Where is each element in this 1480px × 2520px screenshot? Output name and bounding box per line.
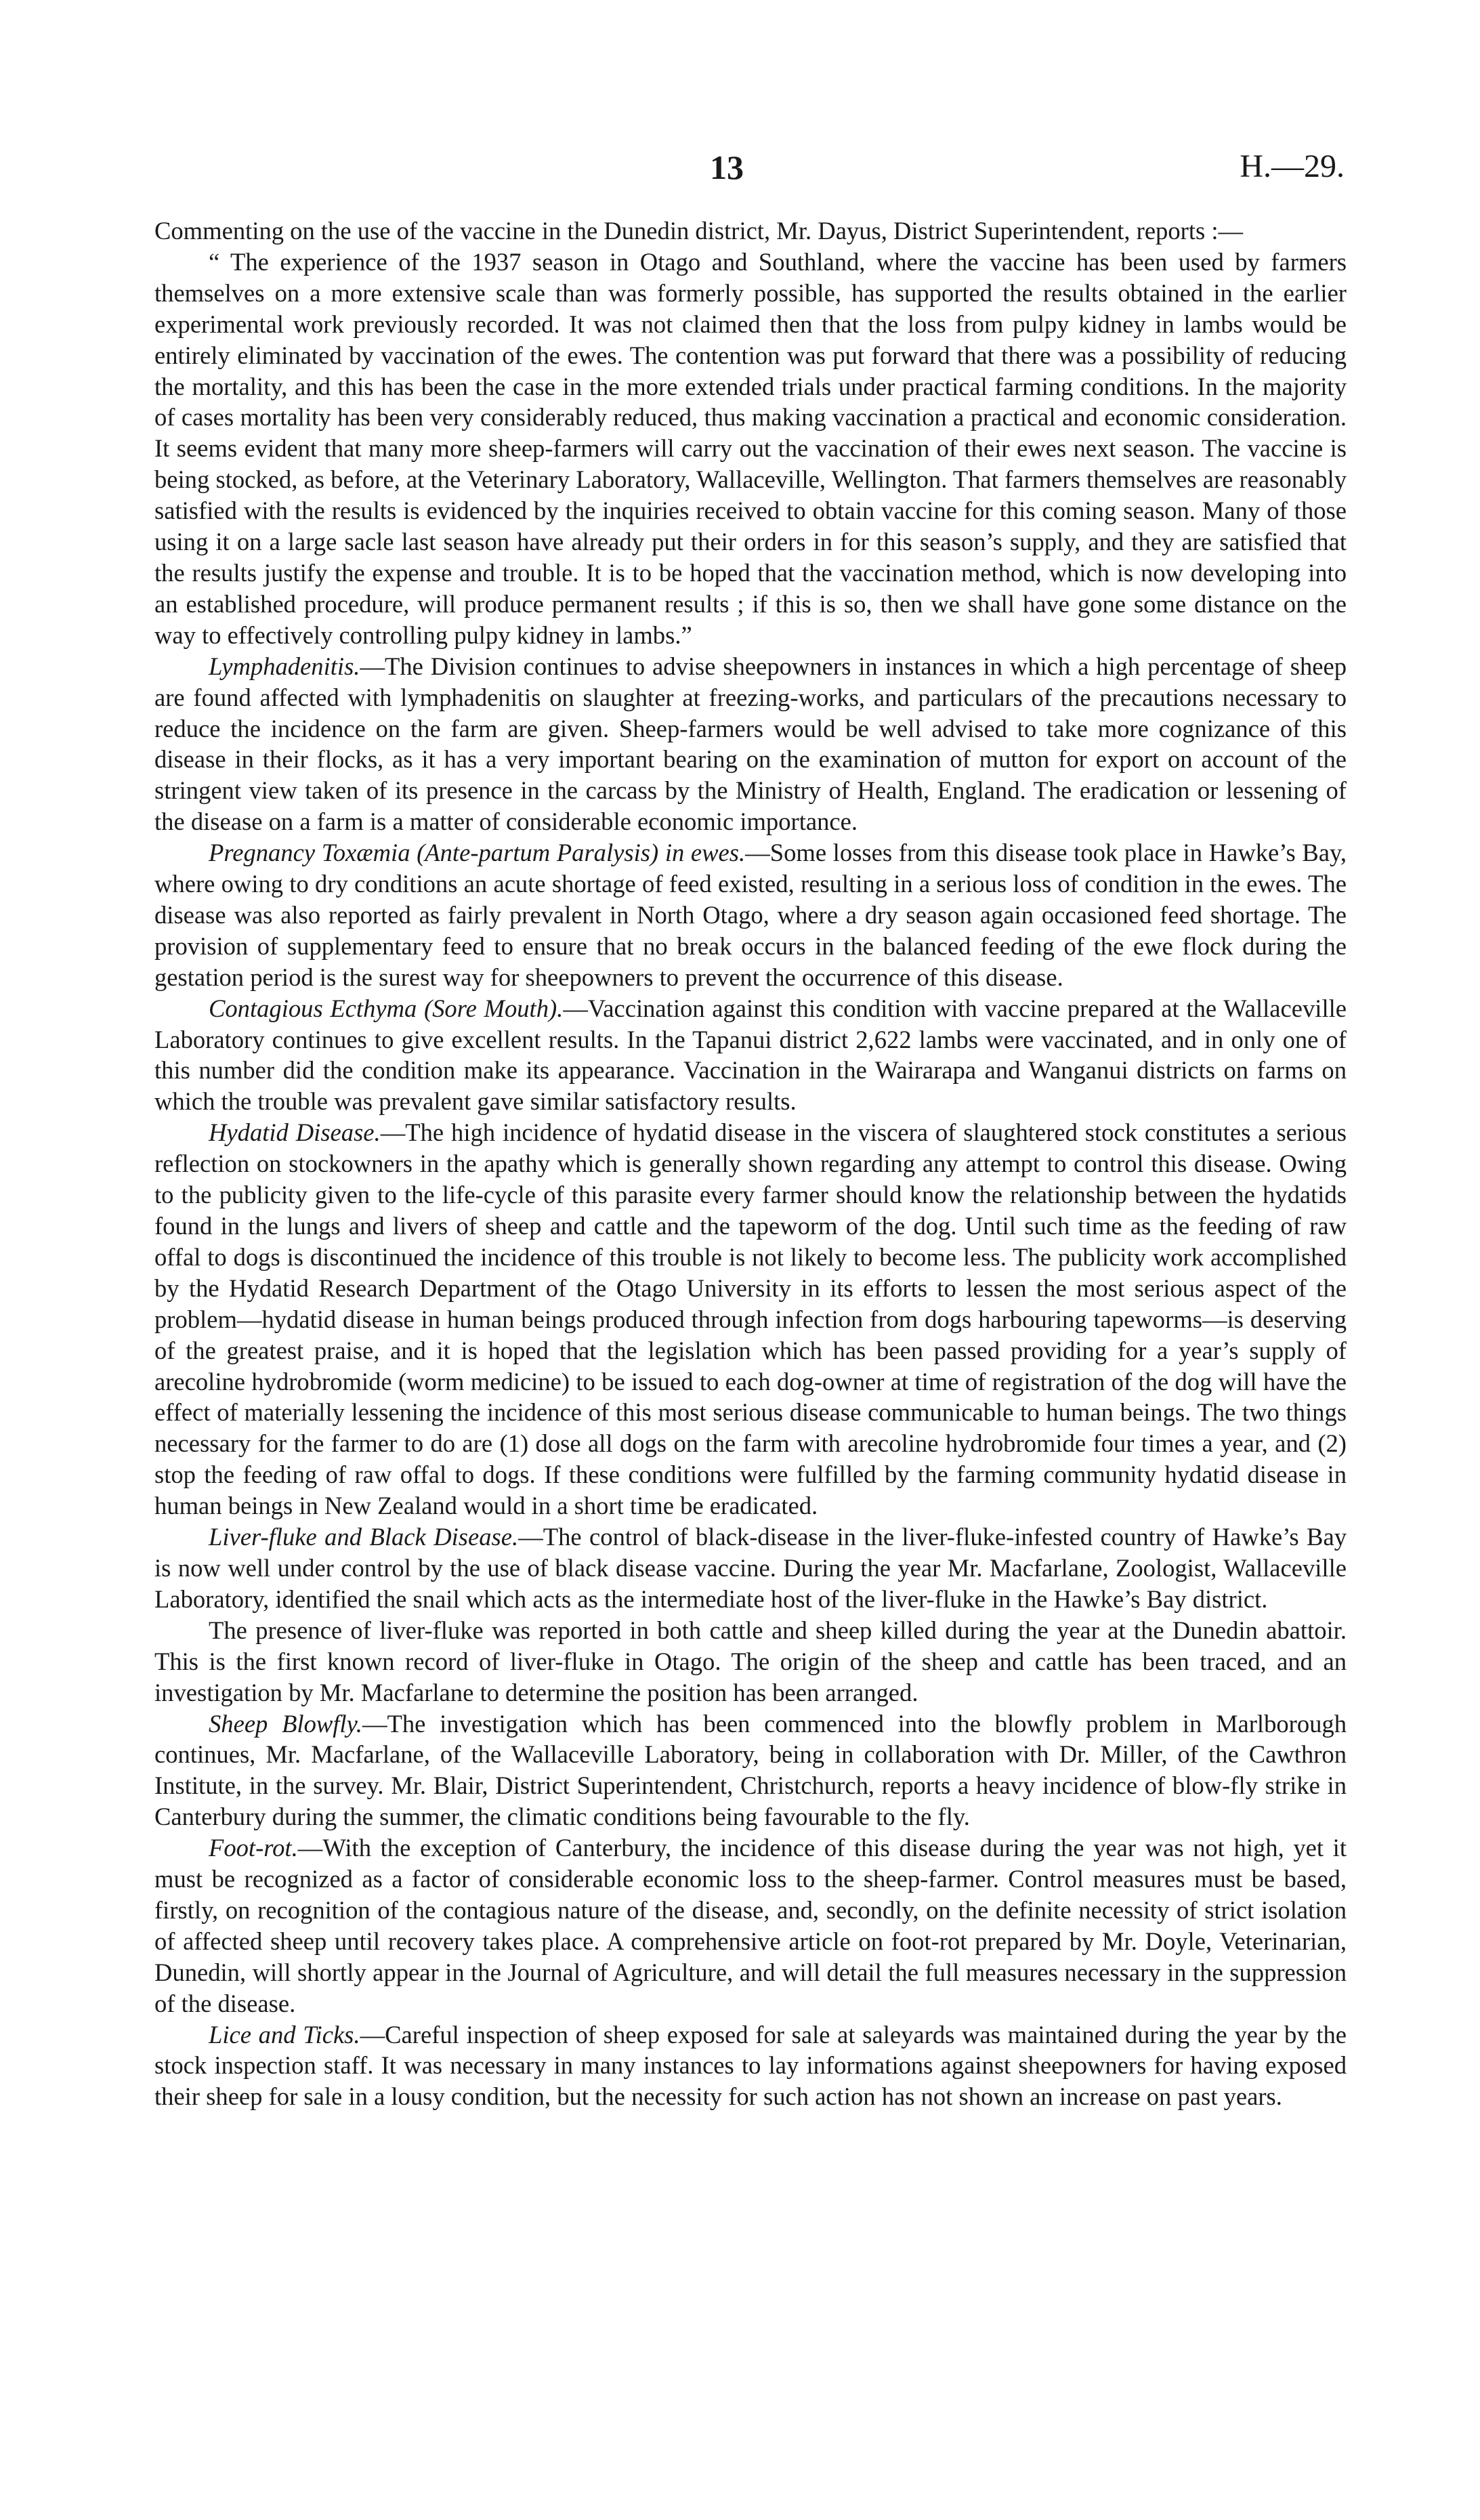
body-text <box>154 215 1347 2112</box>
paragraph-foot-rot <box>154 1832 1347 2019</box>
paragraph-contagious-ecthyma <box>154 993 1347 1118</box>
paragraph-text: —The Division continues to advise sheepowners in instances in which a high percentage of sheep are found affected with lymphadenitis on slaughter at freezing-works, and particulars of the precautions necessary to reduce the incidence on the farm are given. Sheep-farmers would be well advised to take more cognizance of this disease in their flocks, as it has a very important bearing on the examination of mutton for export on account of the stringent view taken of its presence in the carcass by the Ministry of Health, England. The eradication or lessening of the disease on a farm is a matter of considerable economic importance. <box>154 652 1347 836</box>
paragraph-text: —With the exception of Canterbury, the incidence of this disease during the year was not high, yet it must be recognized as a factor of considerable economic loss to the sheep-farmer. Control measures must be based, firstly, on recognition of the contagious nature of the disease, and, secondly, on the definite necessity of strict isolation of affected sheep until recovery takes place. A comprehensive article on foot-rot prepared by Mr. Doyle, Veterinarian, Dunedin, will shortly appear in the Journal of Agriculture, and will detail the full measures necessary in the suppression of the disease. <box>154 1834 1347 2017</box>
section-heading: Pregnancy Toxæmia (Ante-partum Paralysis) in ewes. <box>209 839 746 867</box>
paragraph-intro <box>154 215 1347 247</box>
section-heading: Foot-rot. <box>209 1834 298 1862</box>
paragraph-hydatid-disease <box>154 1117 1347 1521</box>
paragraph-text: —The control of black-disease in the liver-fluke-infested country of Hawke’s Bay is now well under control by the use of black disease vaccine. During the year Mr. Macfarlane, Zoologist, Wallaceville Laboratory, identified the snail which acts as the intermediate host of the liver-fluke in the Hawke’s Bay district. <box>154 1523 1347 1613</box>
paragraph-text: “ The experience of the 1937 season in Otago and Southland, where the vaccine has been used by farmers themselves on a more extensive scale than was formerly possible, has supported the results obtained in the earlier experimental work previously recorded. It was not claimed then that the loss from pulpy kidney in lambs would be entirely eliminated by vaccination of the ewes. The contention was put forward that there was a possibility of reducing the mortality, and this has been the case in the more extended trials under practical farming conditions. In the majority of cases mortality has been very considerably reduced, thus making vaccination a practical and economic consideration. It seems evident that many more sheep-farmers will carry out the vaccination of their ewes next season. The vaccine is being stocked, as before, at the Veterinary Laboratory, Wallaceville, Wellington. That farmers themselves are reasonably satisfied with the results is evidenced by the inquiries received to obtain vaccine for this coming season. Many of those using it on a large sacle last season have already put their orders in for this season’s supply, and they are satisfied that the results justify the expense and trouble. It is to be hoped that the vaccination method, which is now developing into an established procedure, will produce permanent results ; if this is so, then we shall have gone some distance on the way to effectively controlling pulpy kidney in lambs.” <box>154 247 1347 649</box>
paragraph-text: —The investigation which has been commenced into the blowfly problem in Marlborough continues, Mr. Macfarlane, of the Wallaceville Laboratory, being in collaboration with Dr. Miller, of the Cawthron Institute, in the survey. Mr. Blair, District Superintendent, Christchurch, reports a heavy incidence of blow-fly strike in Canterbury during the summer, the climatic conditions being favourable to the fly. <box>154 1709 1347 1831</box>
paragraph-text: Commenting on the use of the vaccine in the Dunedin district, Mr. Dayus, District Superintendent, reports :— <box>154 217 1244 245</box>
paragraph-lymphadenitis <box>154 651 1347 837</box>
report-code: H.—29. <box>1240 148 1345 184</box>
section-heading: Lice and Ticks. <box>209 2020 360 2049</box>
paragraph-text: —Some losses from this disease took place in Hawke’s Bay, where owing to dry conditions an acute shortage of feed existed, resulting in a serious loss of condition in the ewes. The disease was also reported as fairly prevalent in North Otago, where a dry season again occasioned feed shortage. The provision of supplementary feed to ensure that no break occurs in the balanced feeding of the ewe flock during the gestation period is the surest way for sheepowners to prevent the occurrence of this disease. <box>154 839 1347 991</box>
paragraph-text: —The high incidence of hydatid disease in the viscera of slaughtered stock constitutes a serious reflection on stockowners in the apathy which is generally shown regarding any attempt to control this disease. Owing to the publicity given to the life-cycle of this parasite every farmer should know the relationship between the hydatids found in the lungs and livers of sheep and cattle and the tapeworm of the dog. Until such time as the feeding of raw offal to dogs is discontinued the incidence of this trouble is not likely to become less. The publicity work accomplished by the Hydatid Research Department of the Otago University in its efforts to lessen the most serious aspect of the problem—hydatid disease in human beings produced through infection from dogs harbouring tapeworms—is deserving of the greatest praise, and it is hoped that the legislation which has been passed providing for a year’s supply of arecoline hydrobromide (worm medicine) to be issued to each dog-owner at time of registration of the dog will have the effect of materially lessening the incidence of this most serious disease communicable to human beings. The two things necessary for the farmer to do are (1) dose all dogs on the farm with arecoline hydrobromide four times a year, and (2) stop the feeding of raw offal to dogs. If these conditions were fulfilled by the farming community hydatid disease in human beings in New Zealand would in a short time be eradicated. <box>154 1118 1347 1520</box>
paragraph-text: —Vaccination against this condition with vaccine prepared at the Wallaceville Laboratory continues to give excellent results. In the Tapanui district 2,622 lambs were vaccinated, and in only one of this number did the condition make its appearance. Vaccination in the Wairarapa and Wanganui districts on farms on which the trouble was prevalent gave similar satisfactory results. <box>154 994 1347 1116</box>
section-heading: Hydatid Disease. <box>209 1118 381 1147</box>
section-heading: Lymphadenitis. <box>209 652 360 680</box>
section-heading: Liver-fluke and Black Disease. <box>209 1523 519 1551</box>
paragraph-pregnancy-toxaemia <box>154 837 1347 993</box>
paragraph-quote <box>154 247 1347 651</box>
paragraph-liver-fluke <box>154 1521 1347 1615</box>
paragraph-sheep-blowfly <box>154 1708 1347 1833</box>
page-header <box>0 148 1480 195</box>
paragraph-liver-fluke-otago <box>154 1615 1347 1708</box>
paragraph-text: —Careful inspection of sheep exposed for sale at saleyards was maintained during the year by the stock inspection staff. It was necessary in many instances to lay informations against sheepowners for having exposed their sheep for sale in a lousy condition, but the necessity for such action has not shown an increase on past years. <box>154 2020 1347 2111</box>
paragraph-text: The presence of liver-fluke was reported in both cattle and sheep killed during the year at the Dunedin abattoir. This is the first known record of liver-fluke in Otago. The origin of the sheep and cattle has been traced, and an investigation by Mr. Macfarlane to determine the position has been arranged. <box>154 1616 1347 1706</box>
page-number: 13 <box>710 148 744 186</box>
section-heading: Sheep Blowfly. <box>209 1709 362 1738</box>
paragraph-lice-and-ticks <box>154 2019 1347 2113</box>
section-heading: Contagious Ecthyma (Sore Mouth). <box>209 994 564 1022</box>
